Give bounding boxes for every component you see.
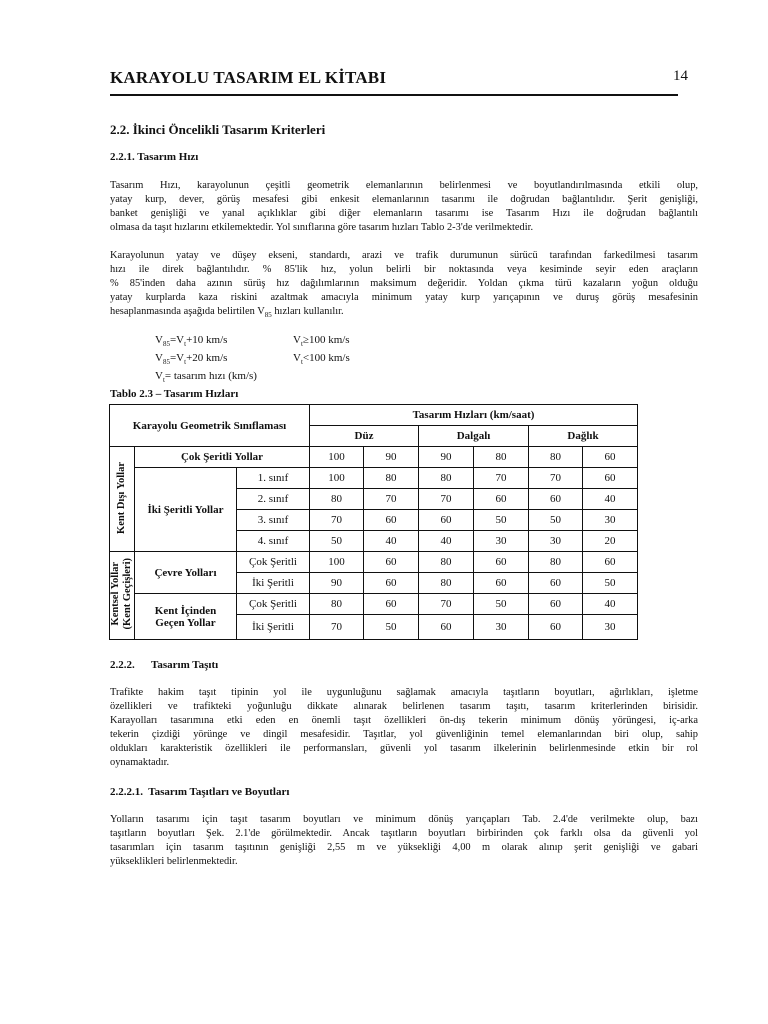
paragraph-line: hızı ile direk bağlantılıdır. % 85'lik hız, yolun belirli bir noktasında veya kesiminde seyir eden araçların (110, 264, 698, 275)
formula-text: = tasarım hızı (km/s) (164, 370, 257, 383)
class-label: 3. sınıf (237, 510, 310, 531)
table-cell: 80 (310, 594, 364, 615)
table-cell: 50 (364, 615, 419, 640)
table-cell: 60 (364, 594, 419, 615)
formula-var: V (155, 352, 163, 365)
table-cell: 80 (529, 552, 583, 573)
table-cell: 60 (364, 573, 419, 594)
subscript: t (184, 358, 187, 367)
paragraph-line: Yolların tasarımı için taşıt tasarım boyutları ve minimum dönüş yarıçapları Tab. 2.4'de verilmekte olup, bazı (110, 814, 698, 825)
table-cell: 80 (419, 552, 474, 573)
class-label: 2. sınıf (237, 489, 310, 510)
lane-label: İki Şeritli (237, 615, 310, 640)
subscript: t (162, 376, 165, 385)
subscript: 85 (162, 358, 170, 367)
formula-line-3 (155, 369, 257, 387)
row-label: İki Şeritli Yollar (135, 468, 237, 552)
subscript: t (184, 340, 187, 349)
table-cell: 70 (364, 489, 419, 510)
paragraph-line: Karayolunun yatay ve düşey ekseni, standardı, arazi ve trafik durumunun sürücü tarafından farkedilmesi tasarım (110, 250, 698, 261)
table-cell: 20 (583, 531, 638, 552)
paragraph-line: Trafikte hakim taşıt tipinin yol ile uygunluğunu sağlamak amacıyla taşıtların boyutları, ağırlıkları, işletme (110, 687, 698, 698)
paragraph-2 (110, 249, 698, 322)
table-cell: 30 (474, 531, 529, 552)
table-cell: 80 (529, 447, 583, 468)
table-cell: 80 (419, 573, 474, 594)
formula-text: +10 km/s (186, 334, 228, 346)
table-cell: 70 (419, 594, 474, 615)
formula-text: ≥100 km/s (302, 334, 350, 346)
table-cell: 30 (529, 531, 583, 552)
table-cell: 30 (583, 510, 638, 531)
group-label-line: Kentsel Yollar (110, 562, 121, 626)
table-cell: 60 (474, 552, 529, 573)
row-label (135, 594, 237, 640)
table-cell: 60 (364, 510, 419, 531)
line-text: hızları kullanılır. (271, 306, 344, 317)
group-cell (110, 447, 135, 552)
table-cell: 70 (310, 615, 364, 640)
formula-text: =V (169, 334, 185, 346)
table-cell: 40 (583, 489, 638, 510)
table-cell: 100 (310, 447, 364, 468)
lane-label: Çok Şeritli (237, 594, 310, 615)
paragraph-1 (110, 179, 698, 235)
paragraph-line: oynamaktadır. (110, 757, 170, 768)
formula-block (155, 333, 257, 388)
formula-var: V (293, 352, 301, 365)
paragraph-line: yatay kurplarda kaza riskini azaltmak amacıyla minimum yatay kurp yarıçapının ve duruş görüş mesafesinin (110, 292, 698, 303)
page-header (110, 66, 688, 96)
table-cell: 70 (529, 468, 583, 489)
formula-var: V (155, 370, 163, 383)
subscript: 85 (264, 311, 272, 320)
lane-label: İki Şeritli (237, 573, 310, 594)
paragraph-line: Karayolları tasarımına etki eden en önemli taşıt özellikleri ön-dış tekerin minimum dönüş yörüngesi, iç-arka (110, 715, 698, 726)
table-cell: 50 (474, 594, 529, 615)
section-heading-2-2: 2.2. İkinci Öncelikli Tasarım Kriterleri (110, 122, 326, 137)
table-cell: 40 (583, 594, 638, 615)
section-heading-2-2-2-1: 2.2.2.1. Tasarım Taşıtları ve Boyutları (110, 786, 290, 798)
table-cell: 40 (419, 531, 474, 552)
table-cell: 60 (583, 447, 638, 468)
table-cell: 50 (583, 573, 638, 594)
formula-text: +20 km/s (186, 352, 228, 365)
group-label-line: (Kent Geçişleri) (122, 558, 133, 630)
table-cell: 60 (419, 510, 474, 531)
paragraph-line: özellikleri ve trafikteki yoğunluğu dikkate alınarak belirlenen tasarım taşıtı, tasarım kriterlerinden birisidir. (110, 701, 698, 712)
table-cell: 80 (310, 489, 364, 510)
table-cell: 60 (529, 489, 583, 510)
group-cell (110, 552, 135, 640)
header-title: KARAYOLU TASARIM EL KİTABI (110, 68, 387, 87)
formula-var: V (293, 334, 301, 346)
table-cell: 50 (474, 510, 529, 531)
table-cell: 50 (310, 531, 364, 552)
table-cell: 60 (529, 573, 583, 594)
subscript: t (300, 340, 303, 349)
group-label-urban (110, 558, 134, 629)
table-cell: 30 (583, 615, 638, 640)
formula-text: <100 km/s (302, 352, 350, 365)
table-cell: 80 (419, 468, 474, 489)
table-cell: 60 (529, 615, 583, 640)
table-cell: 80 (474, 447, 529, 468)
table-cell: 90 (364, 447, 419, 468)
formula-block-right (293, 333, 350, 369)
paragraph-line: % 85'inden daha azının sürüş hız dağılımlarının maksimum değeridir. Yoldan çıkma türü kazaların yoğun olduğu (110, 278, 698, 289)
table-cell: 60 (529, 594, 583, 615)
line-text: hesaplanmasında aşağıda belirtilen V (110, 306, 265, 317)
table-cell: 70 (474, 468, 529, 489)
table-cell: 70 (419, 489, 474, 510)
formula-line-1b (293, 333, 350, 351)
terrain-header: Dalgalı (419, 426, 529, 447)
page-number: 14 (673, 68, 688, 84)
subscript: t (300, 358, 303, 367)
table-cell: 70 (310, 510, 364, 531)
row-label-line: Geçen Yollar (155, 616, 216, 629)
class-label: 4. sınıf (237, 531, 310, 552)
paragraph-4 (110, 813, 698, 869)
subscript: 85 (162, 340, 170, 349)
table-cell: 80 (364, 468, 419, 489)
table-cell: 60 (364, 552, 419, 573)
formula-text: =V (169, 352, 185, 365)
table-cell: 40 (364, 531, 419, 552)
table-cell: 90 (419, 447, 474, 468)
paragraph-line: banket genişliği ve yanal açıklıklar gibi diğer elemanların tasarımı ise Tasarım Hızı ile doğrudan bağlantılı (110, 208, 698, 219)
terrain-header: Dağlık (529, 426, 638, 447)
table-cell: 50 (529, 510, 583, 531)
table-cell: 100 (310, 552, 364, 573)
section-heading-2-2-1: 2.2.1. Tasarım Hızı (110, 151, 199, 163)
table-cell: 60 (474, 489, 529, 510)
table-caption: Tablo 2.3 – Tasarım Hızları (110, 388, 239, 400)
formula-line-2 (155, 351, 257, 369)
class-label: 1. sınıf (237, 468, 310, 489)
table-cell: 60 (583, 552, 638, 573)
row-label-line: Kent İçinden (154, 604, 217, 617)
formula-var: V (155, 334, 163, 346)
row-label: Çok Şeritli Yollar (135, 447, 310, 468)
table-cell: 90 (310, 573, 364, 594)
paragraph-line: yatay kurp, dever, görüş mesafesi gibi enkesit elemanlarının tasarımı ile doğrudan bağlantılıdır. Şerit genişliği, (110, 194, 698, 205)
table-cell: 60 (419, 615, 474, 640)
table-cell: 30 (474, 615, 529, 640)
paragraph-3 (110, 686, 698, 770)
paragraph-line: Tasarım Hızı, karayolunun çeşitli geometrik elemanlarının belirlenmesi ve boyutlandırılmasında etkili olup, (110, 180, 698, 191)
paragraph-line (110, 305, 698, 322)
table-cell: 60 (474, 573, 529, 594)
table-cell: 100 (310, 468, 364, 489)
paragraph-line: tasarımları için tasarım taşıtının genişliği 2,55 m ve yüksekliği 4,00 m olarak alınıp şerit genişliği ve gabari (110, 842, 698, 853)
table-cell: 60 (583, 468, 638, 489)
row-label: Çevre Yolları (135, 552, 237, 594)
paragraph-line: taşıtların boyutları Şek. 2.1'de görülmektedir. Ancak taşıtların boyutları birbirinden çok farklı olsa da güvenli yol (110, 828, 698, 839)
paragraph-line: tekerin çizdiği yörünge ve dingil mesafesidir. Taşıtlar, yol güvenliğinin temel elemanlarından biri olup, sahip (110, 729, 698, 740)
section-heading-2-2-2: 2.2.2. Tasarım Taşıtı (110, 659, 219, 671)
lane-label: Çok Şeritli (237, 552, 310, 573)
terrain-header: Düz (310, 426, 419, 447)
formula-line-2b (293, 351, 350, 369)
col-header-classification: Karayolu Geometrik Sınıflaması (110, 405, 310, 447)
paragraph-line: olmasa da taşıt hızlarını etkilemektedir. Yol sınıflarına göre tasarım hızları Tablo 2-3'de verilmektedir. (110, 222, 534, 233)
paragraph-line: oldukları karakteristik özellikleri ile performansları, güvenli yol tasarım ilkelerinin belirlenmesinde etkin bir rol (110, 743, 698, 754)
formula-line-1 (155, 333, 257, 351)
design-speed-table (109, 404, 638, 640)
paragraph-line: yükseklikleri belirlenmektedir. (110, 856, 238, 867)
group-label-rural: Kent Dışı Yollar (116, 461, 127, 534)
col-header-speeds: Tasarım Hızları (km/saat) (310, 405, 638, 426)
